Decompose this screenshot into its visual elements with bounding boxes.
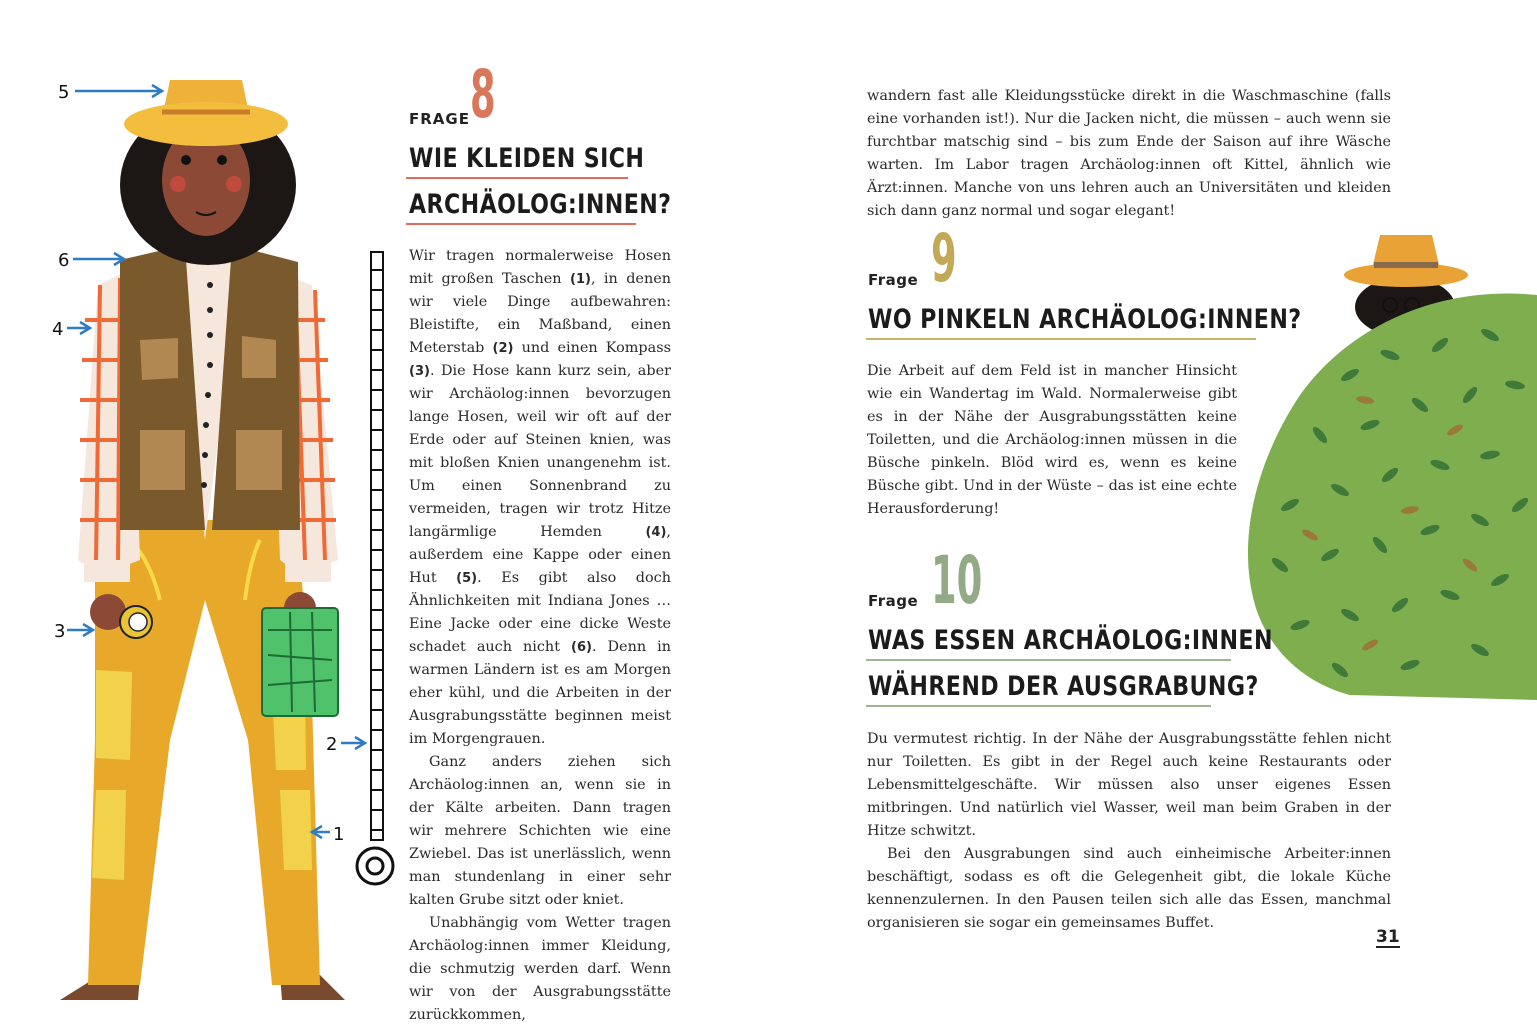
q8-body <box>409 245 671 1027</box>
q10-frage-label: Frage <box>868 592 919 610</box>
continuation-paragraph: wandern fast alle Kleidungsstücke direkt in die Waschmaschine (falls eine vorhanden ist!). Nur die Jacken nicht, die müssen – auch wenn sie furchtbar matschig sind – bis zum Ende der Saison auf ihre Wäsche warten. Im Labor tragen Archäolog:innen oft Kittel, ähnlich wie Ärzt:innen. Manche von uns lehren auch an Universitäten und kleiden sich dann ganz normal und sogar elegant! <box>867 88 1391 219</box>
q8-heading <box>409 136 671 228</box>
callout-5: 5 <box>58 82 70 103</box>
q9-heading <box>868 297 1302 343</box>
q10-body <box>867 728 1391 935</box>
q8-number: 8 <box>470 56 496 133</box>
q9-number: 9 <box>931 220 957 297</box>
callout-2: 2 <box>326 734 338 755</box>
continuation-text <box>867 85 1391 223</box>
archaeologist-illustration <box>0 0 400 1000</box>
q8-paragraph-2: Ganz anders ziehen sich Archäolog:innen an, wenn sie in der Kälte arbeiten. Dann tragen wir mehrere Schichten wie eine Zwiebel. Das ist unerlässlich, wenn man stundenlang in einer sehr kalten Grube sitzt oder kniet. <box>409 754 671 908</box>
q9-heading-underline <box>866 338 1256 340</box>
q10-heading-line-1: WAS ESSEN ARCHÄOLOG:INNEN <box>868 625 1273 656</box>
q8-paragraph-1: Wir tragen normalerweise Hosen mit großen Taschen (1), in denen wir viele Dinge aufbewahren: Bleistifte, ein Maßband, einen Meterstab (2) und einen Kompass (3). Die Hose kann kurz sein, aber wir Archäolog:innen bevorzugen lange Hosen, weil wir oft auf der Erde oder auf Steinen knien, was mit bloßen Knien unangenehm ist. Um einen Sonnenbrand zu vermeiden, tragen wir trotz Hitze langärmlige Hemden (4), außerdem eine Kappe oder einen Hut (5). Es gibt also doch Ähnlichkeiten mit Indiana Jones … Eine Jacke oder eine dicke Weste schadet auch nicht (6). Denn in warmen Ländern ist es am Morgen eher kühl, und die Arbeiten in der Ausgrabungsstätte beginnen meist im Morgengrauen. <box>409 248 671 747</box>
q9-paragraph-1: Die Arbeit auf dem Feld ist in mancher Hinsicht wie ein Wandertag im Wald. Normalerweise gibt es in der Nähe der Ausgrabungsstätten keine Toiletten, und die Archäolog:innen müssen in die Büsche pinkeln. Blöd wird es, wenn es keine Büsche gibt. Und in der Wüste – das ist eine echte Herausforderung! <box>867 363 1237 517</box>
callout-6: 6 <box>58 250 70 271</box>
q10-paragraph-1: Du vermutest richtig. In der Nähe der Ausgrabungsstätte fehlen nicht nur Toiletten. Es gibt in der Regel auch keine Restaurants oder Lebensmittelgeschäfte. Wir müssen also unser eigenes Essen mitbringen. Und natürlich viel Wasser, weil man beim Graben in der Hitze schwitzt. <box>867 731 1391 839</box>
q10-number: 10 <box>931 542 983 619</box>
callout-4: 4 <box>52 319 64 340</box>
q8-heading-line-2: ARCHÄOLOG:INNEN? <box>409 189 672 220</box>
q9-heading-line-1: WO PINKELN ARCHÄOLOG:INNEN? <box>868 304 1302 335</box>
q8-heading-underline-1 <box>406 177 628 179</box>
q9-body <box>867 360 1237 521</box>
q10-heading-underline-2 <box>866 705 1211 707</box>
q8-heading-underline-2 <box>406 223 636 225</box>
q10-heading <box>868 618 1273 710</box>
bush-illustration <box>1240 225 1537 700</box>
callout-3: 3 <box>54 621 66 642</box>
callout-1: 1 <box>333 824 345 845</box>
q9-frage-label: Frage <box>868 271 919 289</box>
q10-paragraph-2: Bei den Ausgrabungen sind auch einheimische Arbeiter:innen beschäftigt, sodass es oft die Gelegenheit gibt, die lokale Küche kennenzulernen. In den Pausen teilen sich alle das Essen, manchmal organisieren sie sogar ein gemeinsames Buffet. <box>867 846 1391 931</box>
q8-frage-label: FRAGE <box>409 110 470 128</box>
page-number: 31 <box>1376 927 1400 947</box>
q10-heading-line-2: WÄHREND DER AUSGRABUNG? <box>868 671 1259 702</box>
q8-heading-line-1: WIE KLEIDEN SICH <box>409 143 645 174</box>
q8-paragraph-3: Unabhängig vom Wetter tragen Archäolog:innen immer Kleidung, die schmutzig werden darf. Wenn wir von der Ausgrabungsstätte zurückkommen, <box>409 915 671 1023</box>
q10-heading-underline-1 <box>866 659 1231 661</box>
